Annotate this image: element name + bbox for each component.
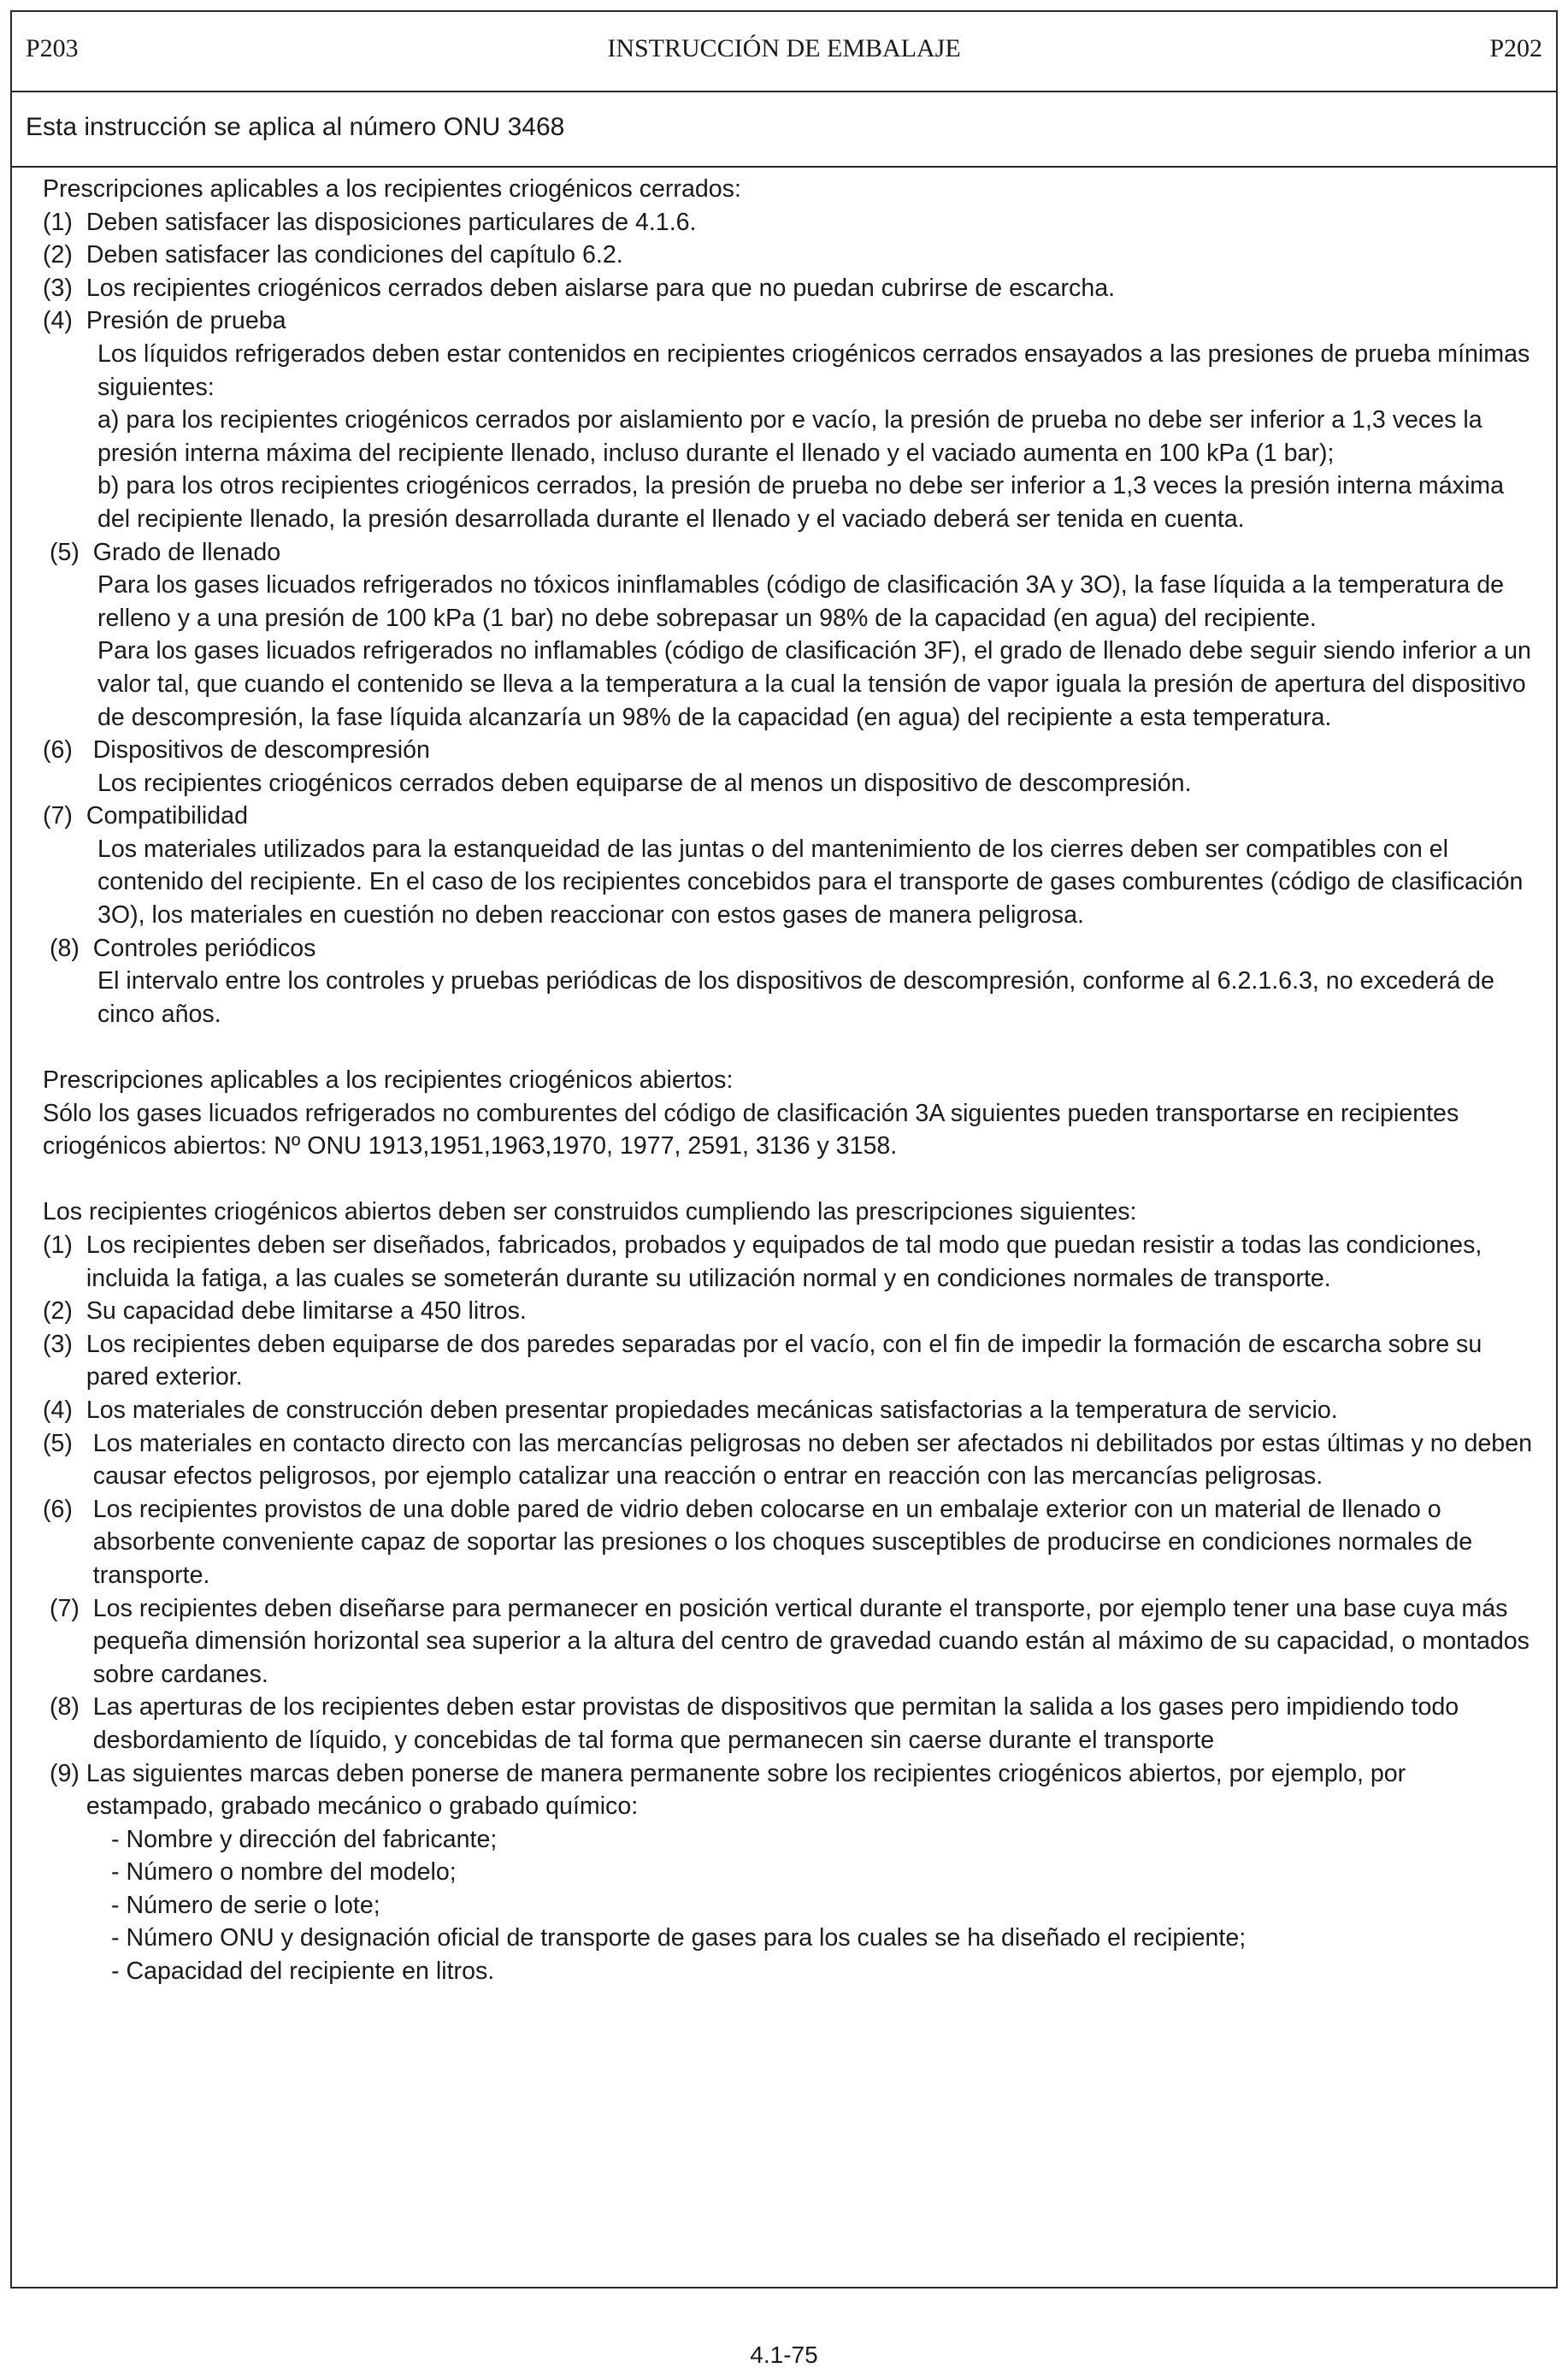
marking-capacity: - Capacidad del recipiente en litros. <box>111 1958 495 1986</box>
instruction-header <box>12 12 1556 92</box>
item-number: (4) <box>43 1396 86 1424</box>
marking-manufacturer: - Nombre y dirección del fabricante; <box>111 1825 498 1853</box>
item-text: Los recipientes deben ser diseñados, fabricados, probados y equipados de tal modo que puedan resistir a todas las condiciones, incluida la fatiga, a las cuales se someterán durante su utilización normal y en condiciones normales de transporte. <box>85 1231 1483 1292</box>
item-number: (6) <box>43 1495 93 1523</box>
open-item-4 <box>43 1394 1539 1427</box>
item-heading: Grado de llenado <box>92 538 281 566</box>
item-heading: Compatibilidad <box>85 802 248 830</box>
spacer <box>43 1163 1539 1196</box>
closed-item-6 <box>43 734 1539 767</box>
item-number: (6) <box>43 736 93 765</box>
item-number: (8) <box>43 934 93 962</box>
header-code-left: P203 <box>26 34 79 62</box>
test-pressure-case-a: a) para los recipientes criogénicos cerrados por aislamiento por e vacío, la presión de prueba no debe ser inferior a 1,3 veces la presión interna máxima del recipiente llenado, incluso durante el llenado y el vaciado aumenta en 100 kPa (1 bar); <box>97 406 1483 467</box>
open-item-6 <box>43 1493 1539 1592</box>
marking-serial: - Número de serie o lote; <box>111 1891 380 1919</box>
closed-item-5 <box>43 536 1539 570</box>
open-item-5 <box>43 1427 1539 1493</box>
item-number: (3) <box>43 274 86 302</box>
closed-item-8 <box>43 932 1539 966</box>
instruction-body <box>12 169 1556 1988</box>
item-text: Los recipientes provistos de una doble pared de vidrio deben colocarse en un embalaje exterior con un material de llenado o absorbente conveniente capaz de soportar las presiones o los choques susceptibles de producirse en condiciones normales de transporte. <box>92 1495 1473 1589</box>
item-number: (9) <box>43 1759 86 1787</box>
spacer <box>43 1031 1539 1064</box>
closed-item-2 <box>43 239 1539 272</box>
open-item-3 <box>43 1328 1539 1394</box>
periodic-inspection-paragraph: El intervalo entre los controles y pruebas periódicas de los dispositivos de descompresión, conforme al 6.2.1.6.3, no excederá de cinco años. <box>97 967 1494 1028</box>
item-number: (5) <box>43 1429 93 1457</box>
compatibility-paragraph: Los materiales utilizados para la estanqueidad de las juntas o del mantenimiento de los cierres deben ser compatibles con el contenido del recipiente. En el caso de los recipientes concebidos para el transporte de gases comburentes (código de clasificación 3O), los materiales en cuestión no deben reaccionar con estos gases de manera peligrosa. <box>97 835 1524 930</box>
open-section-intro: Sólo los gases licuados refrigerados no comburentes del código de clasificación 3A siguientes pueden transportarse en recipientes criogénicos abiertos: Nº ONU 1913,1951,1963,1970, 1977, 2591, 3136 y 3158. <box>43 1099 1459 1160</box>
item-number: (5) <box>43 538 93 566</box>
applies-to-un-number: Esta instrucción se aplica al número ONU 3468 <box>12 92 1556 168</box>
closed-item-4 <box>43 304 1539 338</box>
item-number: (3) <box>43 1330 86 1358</box>
item-heading: Controles periódicos <box>92 934 316 962</box>
item-text: Los recipientes criogénicos cerrados deben aislarse para que no puedan cubrirse de escarcha. <box>85 274 1116 302</box>
item-number: (7) <box>43 802 86 830</box>
open-item-7 <box>43 1592 1539 1692</box>
page-number: 4.1-75 <box>750 2342 818 2368</box>
item-number: (8) <box>43 1693 93 1721</box>
item-text: Los recipientes deben equiparse de dos paredes separadas por el vacío, con el fin de impedir la formación de escarcha sobre su pared exterior. <box>85 1330 1483 1391</box>
item-text: Deben satisfacer las condiciones del capítulo 6.2. <box>85 241 623 269</box>
closed-item-1 <box>43 206 1539 239</box>
open-section-lead: Los recipientes criogénicos abiertos deben ser construidos cumpliendo las prescripciones siguientes: <box>43 1198 1137 1226</box>
header-title: INSTRUCCIÓN DE EMBALAJE <box>607 34 961 62</box>
item-text: Los materiales en contacto directo con las mercancías peligrosas no deben ser afectados ni debilitados por estas últimas y no deben causar efectos peligrosos, por ejemplo catalizar una reacción o entrar en reacción con las mercancías peligrosas. <box>92 1429 1533 1491</box>
filling-degree-paragraph-2: Para los gases licuados refrigerados no inflamables (código de clasificación 3F), el grado de llenado debe seguir siendo inferior a un valor tal, que cuando el contenido se lleva a la temperatura a la cual la tensión de vapor iguala la presión de apertura del dispositivo de descompresión, la fase líquida alcanzaría un 98% de la capacidad (en agua) del recipiente a esta temperatura. <box>97 637 1531 731</box>
item-number: (2) <box>43 241 86 269</box>
item-number: (2) <box>43 1297 86 1326</box>
item-text: Las aperturas de los recipientes deben estar provistas de dispositivos que permitan la salida a los gases pero impidiendo todo desbordamiento de líquido, y concebidas de tal forma que permanecen sin caerse durante el transporte <box>92 1693 1459 1754</box>
item-text: Las siguientes marcas deben ponerse de manera permanente sobre los recipientes criogénicos abiertos, por ejemplo, por estampado, grabado mecánico o grabado químico: <box>85 1759 1406 1821</box>
closed-item-3 <box>43 272 1539 305</box>
open-item-9 <box>43 1757 1539 1823</box>
closed-item-7 <box>43 800 1539 833</box>
packing-instruction-box <box>10 10 1558 2288</box>
open-item-8 <box>43 1691 1539 1757</box>
item-number: (7) <box>43 1594 93 1622</box>
item-heading: Presión de prueba <box>85 307 286 335</box>
filling-degree-paragraph-1: Para los gases licuados refrigerados no tóxicos ininflamables (código de clasificación 3A y 3O), la fase líquida a la temperatura de relleno y a una presión de 100 kPa (1 bar) no debe sobrepasar un 98% de la capacidad (en agua) del recipiente. <box>97 571 1505 632</box>
item-number: (4) <box>43 307 86 335</box>
item-heading: Dispositivos de descompresión <box>92 736 430 765</box>
test-pressure-case-b: b) para los otros recipientes criogénicos cerrados, la presión de prueba no debe ser inferior a 1,3 veces la presión interna máxima del recipiente llenado, la presión desarrollada durante el llenado y el vaciado deberá ser tenida en cuenta. <box>97 472 1505 533</box>
marking-model: - Número o nombre del modelo; <box>111 1858 457 1887</box>
header-code-right: P202 <box>1489 34 1542 62</box>
item-text: Los materiales de construcción deben presentar propiedades mecánicas satisfactorias a la temperatura de servicio. <box>85 1396 1338 1424</box>
marking-un-number: - Número ONU y designación oficial de transporte de gases para los cuales se ha diseñado el recipiente; <box>111 1924 1247 1952</box>
open-item-1 <box>43 1229 1539 1295</box>
test-pressure-paragraph: Los líquidos refrigerados deben estar contenidos en recipientes criogénicos cerrados ensayados a las presiones de prueba mínimas siguientes: <box>97 340 1530 401</box>
open-section-title: Prescripciones aplicables a los recipientes criogénicos abiertos: <box>43 1066 734 1095</box>
item-text: Deben satisfacer las disposiciones particulares de 4.1.6. <box>85 208 697 236</box>
item-number: (1) <box>43 1231 86 1259</box>
item-text: Su capacidad debe limitarse a 450 litros. <box>85 1297 527 1326</box>
relief-devices-paragraph: Los recipientes criogénicos cerrados deben equiparse de al menos un dispositivo de descompresión. <box>97 769 1192 797</box>
item-number: (1) <box>43 208 86 236</box>
open-item-2 <box>43 1295 1539 1328</box>
item-text: Los recipientes deben diseñarse para permanecer en posición vertical durante el transporte, por ejemplo tener una base cuya más pequeña dimensión horizontal sea superior a la altura del centro de gravedad cuando están al máximo de su capacidad, o montados sobre cardanes. <box>92 1594 1530 1688</box>
closed-section-title: Prescripciones aplicables a los recipientes criogénicos cerrados: <box>43 175 741 203</box>
